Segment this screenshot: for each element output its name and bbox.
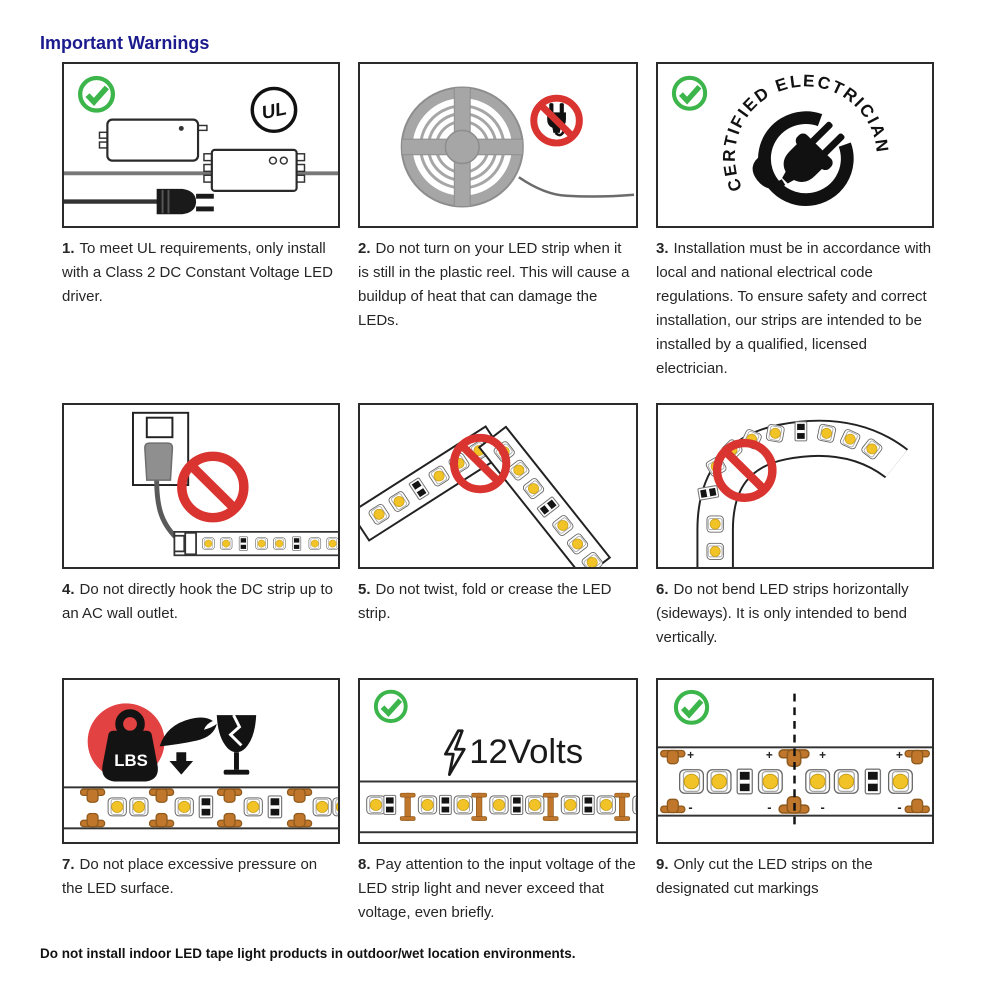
led-strip-reel	[402, 87, 523, 206]
panel-3-number: 3.	[656, 240, 669, 257]
panel-9	[656, 678, 934, 925]
check-icon	[376, 692, 406, 721]
panel-4-figure	[62, 403, 340, 569]
polarity-plus: +	[765, 749, 773, 763]
panel-5-figure	[358, 403, 638, 569]
panel-4-caption-text: Do not directly hook the DC strip up to an AC wall outlet.	[62, 581, 333, 622]
panel-1-caption-text: To meet UL requirements, only install with a Class 2 DC Constant Voltage LED driver.	[62, 240, 333, 305]
no-plug-icon	[534, 98, 580, 143]
strip-lead-wire	[519, 177, 634, 196]
panel-1-figure	[62, 62, 340, 228]
panel-5-caption-text: Do not twist, fold or crease the LED strip.	[358, 581, 612, 622]
feather-icon	[160, 717, 217, 774]
panel-6	[656, 403, 934, 678]
panel-3-illustration	[658, 64, 932, 226]
footer-warning: Do not install indoor LED tape light products in outdoor/wet location environments.	[40, 946, 576, 961]
panel-8	[358, 678, 638, 925]
panel-2-caption-text: Do not turn on your LED strip when it is still in the plastic reel. This will cause a buildup of heat that can damage the LEDs.	[358, 240, 630, 329]
panel-7-illustration	[64, 680, 338, 842]
panel-9-number: 9.	[656, 856, 669, 873]
panel-4-caption	[62, 578, 338, 626]
panel-7	[62, 678, 340, 925]
ac-plug-body	[145, 443, 173, 480]
certified-electrician-text: CERTIFIED ELECTRICIAN	[718, 70, 894, 195]
panel-5-illustration	[360, 405, 636, 567]
panel-5-caption	[358, 578, 636, 626]
page-title: Important Warnings	[40, 33, 210, 53]
broken-glass-icon	[217, 715, 256, 775]
svg-text:UL: UL	[259, 97, 289, 124]
panel-4	[62, 403, 340, 678]
panel-8-caption-text: Pay attention to the input voltage of the LED strip light and never exceed that voltage, even briefly.	[358, 856, 636, 921]
panel-4-illustration	[64, 405, 338, 567]
led-strip	[64, 787, 338, 828]
led-driver-box-1	[99, 120, 206, 161]
polarity-minus: -	[688, 799, 693, 815]
panel-2-illustration	[360, 64, 636, 226]
panel-1-caption	[62, 237, 338, 309]
panel-3	[656, 62, 934, 403]
panel-3-caption-text: Installation must be in accordance with local and national electrical code regulations. To ensure safety and correct installation, our strips are intended to be installed by a qualified, licensed electrician.	[656, 240, 932, 377]
polarity-minus: -	[820, 799, 825, 815]
panel-6-caption-text: Do not bend LED strips horizontally (sideways). It is only intended to bend vertically.	[656, 581, 909, 646]
polarity-minus: -	[767, 799, 772, 815]
led-strip	[360, 781, 636, 832]
panel-2-number: 2.	[358, 240, 371, 257]
panel-5	[358, 403, 638, 678]
mini-led-strip	[174, 532, 338, 555]
panel-6-figure	[656, 403, 934, 569]
prohibition-sign	[534, 98, 580, 143]
ul-logo	[252, 88, 295, 131]
panel-3-figure	[656, 62, 934, 228]
polarity-minus: -	[897, 799, 902, 815]
polarity-plus: +	[819, 749, 827, 763]
panel-4-number: 4.	[62, 581, 75, 598]
panel-3-caption	[656, 237, 932, 381]
creased-strip-left	[360, 427, 504, 541]
certified-electrician-stamp	[719, 70, 893, 207]
panel-7-caption	[62, 853, 338, 901]
volts-label: 12Volts	[469, 733, 584, 771]
prohibition-sign	[182, 456, 244, 517]
polarity-plus: +	[896, 749, 903, 763]
panel-7-number: 7.	[62, 856, 75, 873]
panel-6-caption	[656, 578, 932, 650]
check-icon	[676, 692, 707, 723]
panel-9-illustration	[658, 680, 932, 842]
panel-2-figure	[358, 62, 638, 228]
panel-5-number: 5.	[358, 581, 371, 598]
panel-2-caption	[358, 237, 636, 333]
panel-2	[358, 62, 638, 403]
panel-8-caption	[358, 853, 636, 925]
panel-9-caption	[656, 853, 932, 901]
panel-1-number: 1.	[62, 240, 75, 257]
lightning-bolt-icon	[445, 731, 464, 775]
panel-7-figure	[62, 678, 340, 844]
led-driver-box-2	[204, 150, 305, 191]
panel-7-caption-text: Do not place excessive pressure on the LED surface.	[62, 856, 318, 897]
panel-9-figure	[656, 678, 934, 844]
polarity-plus: +	[687, 749, 694, 763]
warning-grid	[62, 62, 934, 925]
panel-8-illustration	[360, 680, 636, 842]
panel-8-figure	[358, 678, 638, 844]
power-plug	[64, 189, 214, 214]
check-icon	[674, 78, 705, 109]
panel-1-illustration	[64, 64, 338, 226]
panel-6-illustration	[658, 405, 932, 567]
panel-8-number: 8.	[358, 856, 371, 873]
panel-1	[62, 62, 340, 403]
panel-6-number: 6.	[656, 581, 669, 598]
check-icon	[80, 78, 113, 110]
lbs-label: LBS	[114, 750, 148, 770]
panel-9-caption-text: Only cut the LED strips on the designated cut markings	[656, 856, 873, 897]
